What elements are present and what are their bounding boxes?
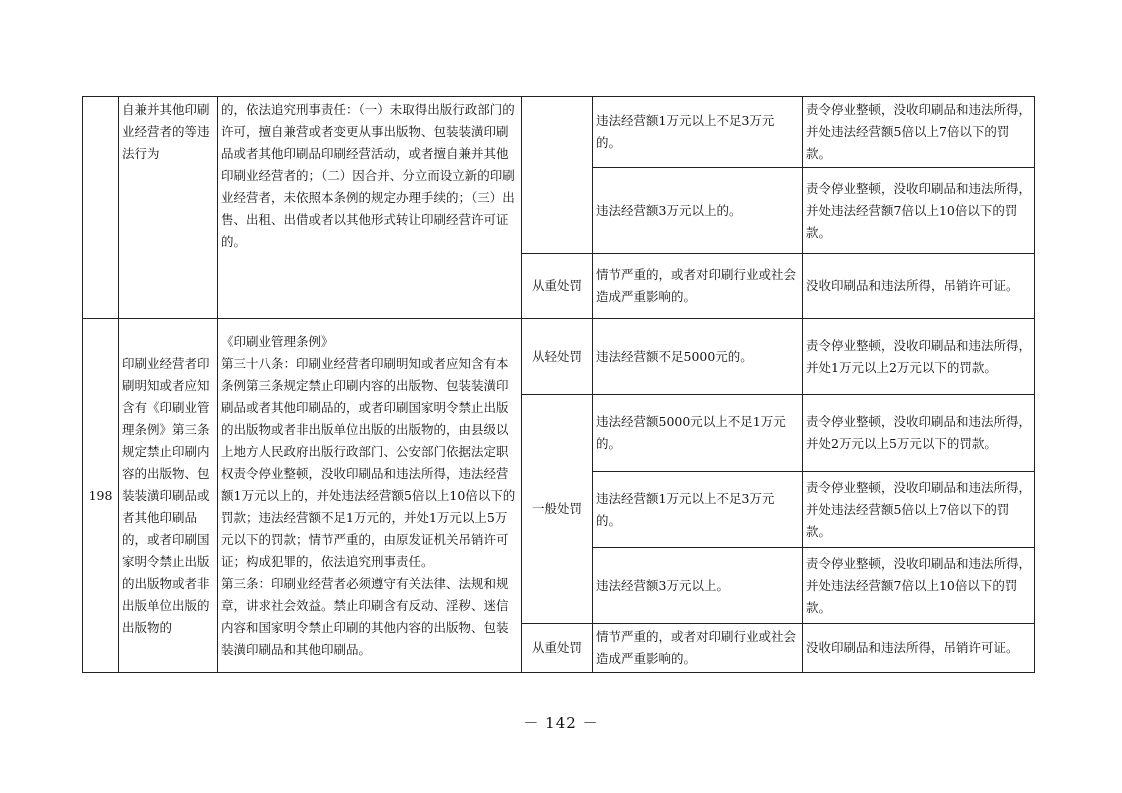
penalty-cell: 责令停业整顿，没收印刷品和违法所得，并处2万元以上5万元以下的罚款。 — [803, 395, 1035, 472]
circumstance-cell: 违法经营额3万元以上的。 — [593, 168, 803, 254]
page-number: － 142 － — [523, 714, 599, 732]
penalty-level-cell: 从重处罚 — [522, 624, 593, 673]
legal-basis-title: 《印刷业管理条例》 — [221, 333, 334, 349]
penalty-level-cell: 从轻处罚 — [522, 319, 593, 395]
circumstance-cell: 违法经营额3万元以上。 — [593, 548, 803, 624]
circumstance-cell: 情节严重的，或者对印刷行业或社会造成严重影响的。 — [593, 624, 803, 673]
penalty-cell: 责令停业整顿，没收印刷品和违法所得，并处违法经营额7倍以上10倍以下的罚款。 — [803, 548, 1035, 624]
penalty-cell: 责令停业整顿，没收印刷品和违法所得，并处违法经营额5倍以上7倍以下的罚款。 — [803, 472, 1035, 548]
circumstance-cell: 违法经营额1万元以上不足3万元的。 — [593, 97, 803, 168]
item-number-cell: 198 — [83, 319, 119, 673]
circumstance-cell: 违法经营额5000元以上不足1万元的。 — [593, 395, 803, 472]
legal-basis-article-3: 第三条：印刷业经营者必须遵守有关法律、法规和规章，讲求社会效益。禁止印刷含有反动、淫秽、迷信内容和国家明令禁止印刷的其他内容的出版物、包装装潢印刷品和其他印刷品。 — [221, 575, 509, 657]
circumstance-cell: 情节严重的，或者对印刷行业或社会造成严重影响的。 — [593, 254, 803, 319]
penalty-cell: 责令停业整顿，没收印刷品和违法所得，并处违法经营额7倍以上10倍以下的罚款。 — [803, 168, 1035, 254]
legal-basis-article-38: 第三十八条：印刷业经营者印刷明知或者应知含有本条例第三条规定禁止印刷内容的出版物、包装装潢印刷品或者其他印刷品的，或者印刷国家明令禁止出版的出版物或者非出版单位出版的出版物的，由县级以上地方人民政府出版行政部门、公安部门依据法定职权责令停业整顿，没收印刷品和违法所得，违法经营额1万元以上的，并处违法经营额5倍以上10倍以下的罚款；违法经营额不足1万元的，并处1万元以上5万元以下的罚款；情节严重的，由原发证机关吊销许可证；构成犯罪的，依法追究刑事责任。 — [221, 355, 516, 569]
circumstance-cell: 违法经营额1万元以上不足3万元的。 — [593, 472, 803, 548]
item-number-cell — [83, 97, 119, 319]
legal-basis-cell — [218, 319, 522, 673]
penalty-level-cell: 从重处罚 — [522, 254, 593, 319]
penalty-cell: 责令停业整顿，没收印刷品和违法所得，并处违法经营额5倍以上7倍以下的罚款。 — [803, 97, 1035, 168]
penalty-level-cell — [522, 97, 593, 254]
table-row — [83, 319, 1035, 395]
offense-cell: 印刷业经营者印刷明知或者应知含有《印刷业管理条例》第三条规定禁止印刷内容的出版物、包装装潢印刷品或者其他印刷品的，或者印刷国家明令禁止出版的出版物或者非出版单位出版的出版物的 — [119, 319, 218, 673]
penalty-level-cell: 一般处罚 — [522, 395, 593, 624]
penalty-cell: 责令停业整顿，没收印刷品和违法所得，并处1万元以上2万元以下的罚款。 — [803, 319, 1035, 395]
penalty-standard-table — [82, 96, 1035, 673]
circumstance-cell: 违法经营额不足5000元的。 — [593, 319, 803, 395]
penalty-cell: 没收印刷品和违法所得，吊销许可证。 — [803, 254, 1035, 319]
offense-cell: 自兼并其他印刷业经营者的等违法行为 — [119, 97, 218, 319]
table-row — [83, 97, 1035, 168]
legal-basis-cell: 的，依法追究刑事责任：（一）未取得出版行政部门的许可，擅自兼营或者变更从事出版物、包装装潢印刷品或者其他印刷品印刷经营活动，或者擅自兼并其他印刷业经营者的；（二）因合并、分立而设立新的印刷业经营者，未依照本条例的规定办理手续的；（三）出售、出租、出借或者以其他形式转让印刷经营许可证的。 — [218, 97, 522, 319]
penalty-cell: 没收印刷品和违法所得，吊销许可证。 — [803, 624, 1035, 673]
